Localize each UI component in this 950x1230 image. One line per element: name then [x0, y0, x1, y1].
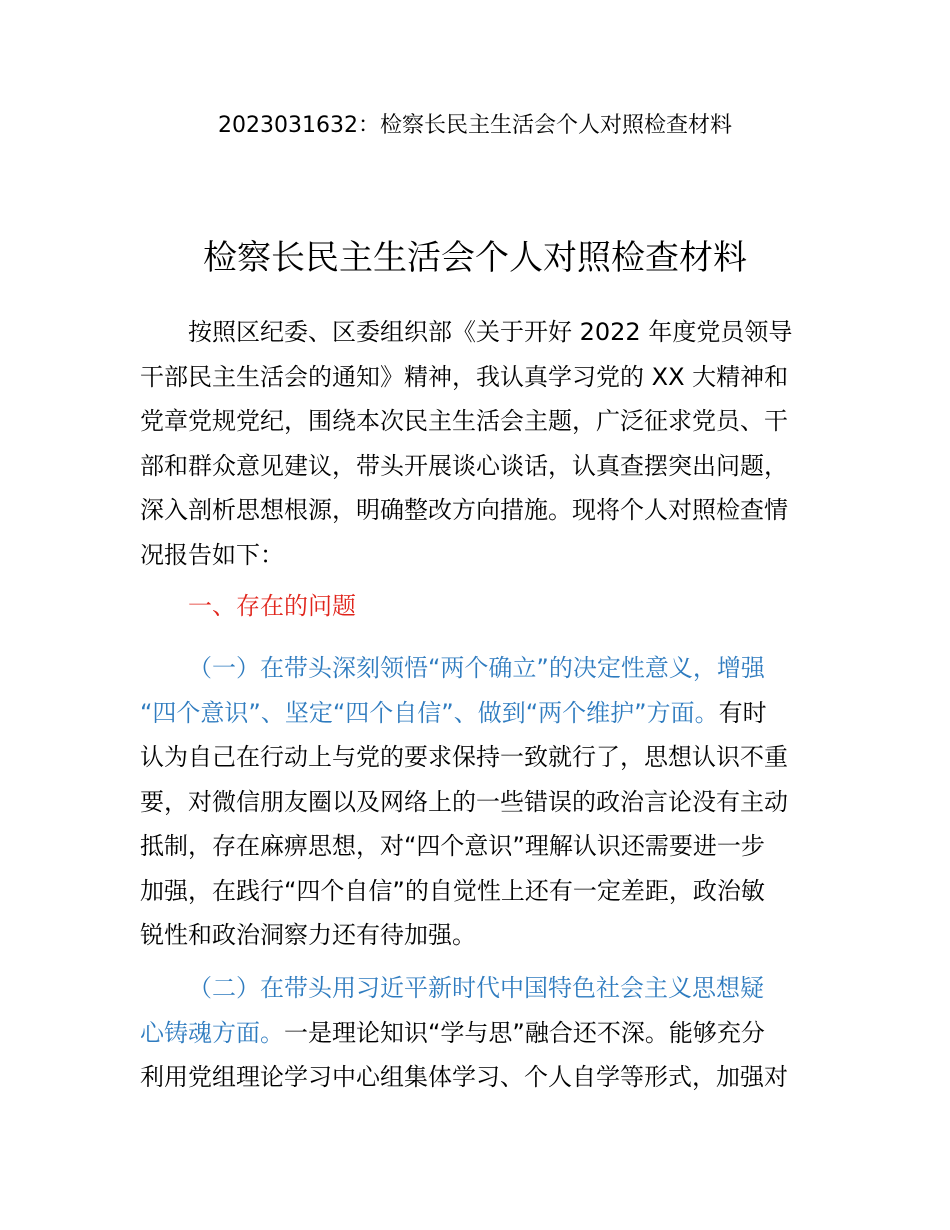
section-heading [140, 584, 812, 629]
subsection-2-text: 一是理论知识“学与思”融合还不深。能够充分 [284, 1018, 765, 1047]
document-title: 检察长民主生活会个人对照检查材料 [203, 238, 747, 278]
intro-line: 况报告如下： [140, 540, 284, 569]
intro-line: 干部民主生活会的通知》精神，我认真学习党的 XX 大精神和 [140, 362, 789, 391]
intro-line: 按照区纪委、区委组织部《关于开好 2022 年度党员领导 [188, 318, 793, 346]
subsection-1-mixed-line [140, 691, 812, 736]
intro-line: 深入剖析思想根源，明确整改方向措施。现将个人对照检查情 [140, 496, 788, 524]
subsection-1-heading-line: “四个意识”、坚定“四个自信”、做到“两个维护”方面。 [140, 698, 719, 727]
subsection-2-heading-line: 心铸魂方面。 [140, 1018, 284, 1047]
subsection-2-line: 利用党组理论学习中心组集体学习、个人自学等形式，加强对 [140, 1063, 788, 1091]
subsection-1-line: 要，对微信朋友圈以及网络上的一些错误的政治言论没有主动 [140, 787, 788, 816]
subsection-1-line: 锐性和政治洞察力还有待加强。 [140, 921, 476, 949]
section-heading-text: 一、存在的问题 [188, 592, 356, 620]
subsection-1-line: 认为自己在行动上与党的要求保持一致就行了，思想认识不重 [140, 743, 788, 771]
intro-paragraph [140, 310, 812, 577]
subsection-2-heading-line: （二）在带头用习近平新时代中国特色社会主义思想疑 [188, 974, 764, 1002]
subsection-1 [140, 646, 812, 958]
intro-line: 部和群众意见建议，带头开展谈心谈话，认真查摆突出问题， [140, 451, 788, 480]
intro-line: 党章党规党纪，围绕本次民主生活会主题，广泛征求党员、干 [140, 407, 788, 435]
subsection-1-line: 加强，在践行“四个自信”的自觉性上还有一定差距，政治敏 [140, 876, 765, 905]
subsection-1-heading-line: （一）在带头深刻领悟“两个确立”的决定性意义，增强 [188, 654, 765, 682]
subsection-1-text: 有时 [718, 698, 767, 727]
subsection-2 [140, 966, 812, 1100]
document-header: 2023031632：检察长民主生活会个人对照检查材料 [218, 113, 732, 138]
subsection-1-line: 抵制，存在麻痹思想，对“四个意识”理解认识还需要进一步 [140, 832, 765, 860]
subsection-2-mixed-line [140, 1011, 812, 1056]
